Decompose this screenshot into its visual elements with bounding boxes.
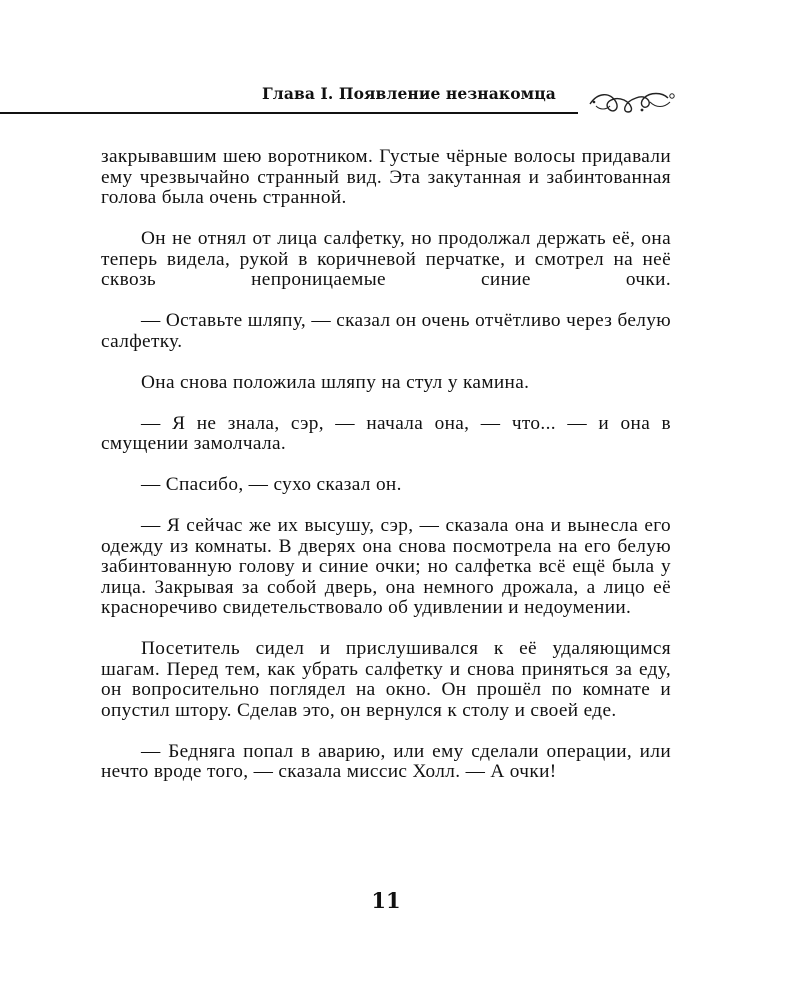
- paragraph-3: — Оставьте шляпу, — сказал он очень отчётливо через белую салфетку.: [101, 310, 671, 352]
- paragraph-9: — Бедняга попал в аварию, или ему сделали операции, или нечто вроде того, — сказала миссис Холл. — А очки!: [101, 740, 671, 782]
- paragraph-2: Он не отнял от лица салфетку, но продолжал держать её, она теперь видела, рукой в коричневой перчатке, и смотрел на неё сквозь непроницаемые синие очки.: [101, 228, 671, 290]
- paragraph-5: — Я не знала, сэр, — начала она, — что... — и она в смущении замолчала.: [101, 412, 671, 454]
- page-number: 11: [371, 888, 401, 913]
- paragraph-4: Она снова положила шляпу на стул у камина.: [141, 371, 530, 393]
- body-text: [101, 147, 671, 803]
- paragraph-1: закрывавшим шею воротником. Густые чёрные волосы придавали ему чрезвычайно странный вид. Эта закутанная и забинтованная голова была очень странной.: [101, 146, 671, 208]
- running-header: [0, 80, 800, 120]
- chapter-title: Глава I. Появление незнакомца: [262, 84, 556, 103]
- paragraph-7: — Я сейчас же их высушу, сэр, — сказала она и вынесла его одежду из комнаты. В дверях она снова посмотрела на его белую забинтованную голову и синие очки; но салфетка всё ещё была у лица. Закрывая за собой дверь, она немного дрожала, а лицо её красноречиво свидетельствовало об удивлении и недоумении.: [101, 515, 671, 618]
- paragraph-6: — Спасибо, — сухо сказал он.: [141, 474, 402, 495]
- paragraph-8: Посетитель сидел и прислушивался к её удаляющимся шагам. Перед тем, как убрать салфетку и снова приняться за еду, он вопросительно поглядел на окно. Он прошёл по комнате и опустил штору. Сделав это, он вернулся к столу и своей еде.: [101, 638, 671, 721]
- header-rule: [0, 112, 578, 114]
- flourish-ornament-icon: [586, 80, 678, 120]
